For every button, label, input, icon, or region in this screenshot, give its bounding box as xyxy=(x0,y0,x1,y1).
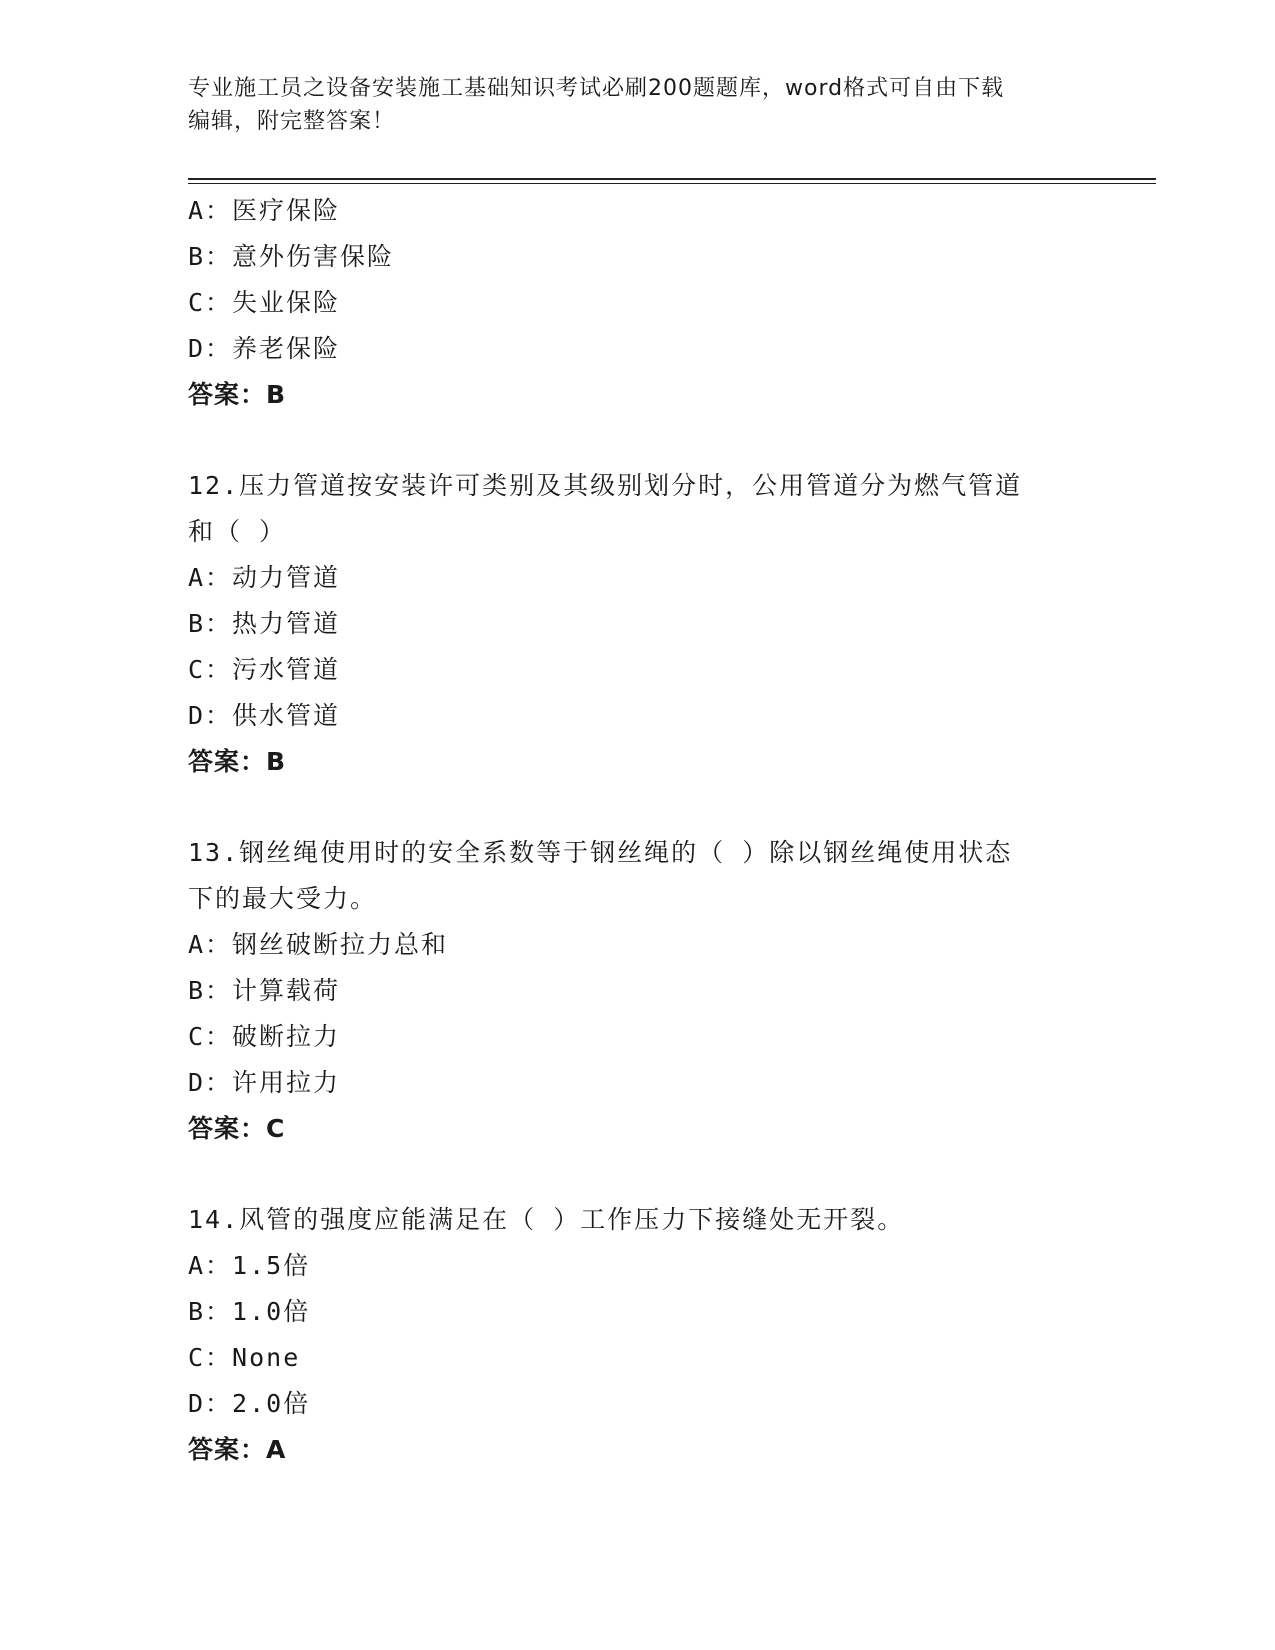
document-header xyxy=(188,72,1068,138)
spacer xyxy=(188,418,1088,463)
option-b: B：计算载荷 xyxy=(188,976,341,1005)
spacer xyxy=(188,1152,1088,1197)
option-b: B：意外伤害保险 xyxy=(188,242,395,271)
question-stem-line-2: 和（ ） xyxy=(188,517,287,546)
question-list xyxy=(188,188,1088,1473)
question-11 xyxy=(188,188,1088,418)
option-a: A：医疗保险 xyxy=(188,196,341,225)
header-line-2: 编辑，附完整答案！ xyxy=(188,109,396,134)
question-stem-line-1: 12.压力管道按安装许可类别及其级别划分时，公用管道分为燃气管道 xyxy=(188,471,1023,500)
question-stem-line-2: 下的最大受力。 xyxy=(188,884,378,913)
option-b: B：1.0倍 xyxy=(188,1297,311,1326)
option-c: C：None xyxy=(188,1343,301,1372)
spacer xyxy=(188,785,1088,830)
option-d: D：供水管道 xyxy=(188,701,341,730)
answer-line: 答案：C xyxy=(188,1114,286,1143)
answer-line: 答案：A xyxy=(188,1435,287,1464)
question-stem-line-1: 14.风管的强度应能满足在（ ）工作压力下接缝处无开裂。 xyxy=(188,1205,905,1234)
option-d: D：养老保险 xyxy=(188,334,341,363)
option-d: D：许用拉力 xyxy=(188,1068,341,1097)
option-b: B：热力管道 xyxy=(188,609,341,638)
question-12 xyxy=(188,463,1088,785)
answer-line: 答案：B xyxy=(188,747,287,776)
header-divider-thick xyxy=(188,178,1156,180)
option-a: A：1.5倍 xyxy=(188,1251,311,1280)
question-13 xyxy=(188,830,1088,1152)
question-stem-line-1: 13.钢丝绳使用时的安全系数等于钢丝绳的（ ）除以钢丝绳使用状态 xyxy=(188,838,1013,867)
answer-line: 答案：B xyxy=(188,380,287,409)
option-d: D：2.0倍 xyxy=(188,1389,311,1418)
header-divider-thin xyxy=(188,183,1156,184)
option-c: C：失业保险 xyxy=(188,288,341,317)
header-line-1: 专业施工员之设备安装施工基础知识考试必刷200题题库，word格式可自由下载 xyxy=(188,76,1005,101)
option-c: C：破断拉力 xyxy=(188,1022,341,1051)
option-a: A：钢丝破断拉力总和 xyxy=(188,930,449,959)
question-14 xyxy=(188,1197,1088,1473)
option-a: A：动力管道 xyxy=(188,563,341,592)
option-c: C：污水管道 xyxy=(188,655,341,684)
